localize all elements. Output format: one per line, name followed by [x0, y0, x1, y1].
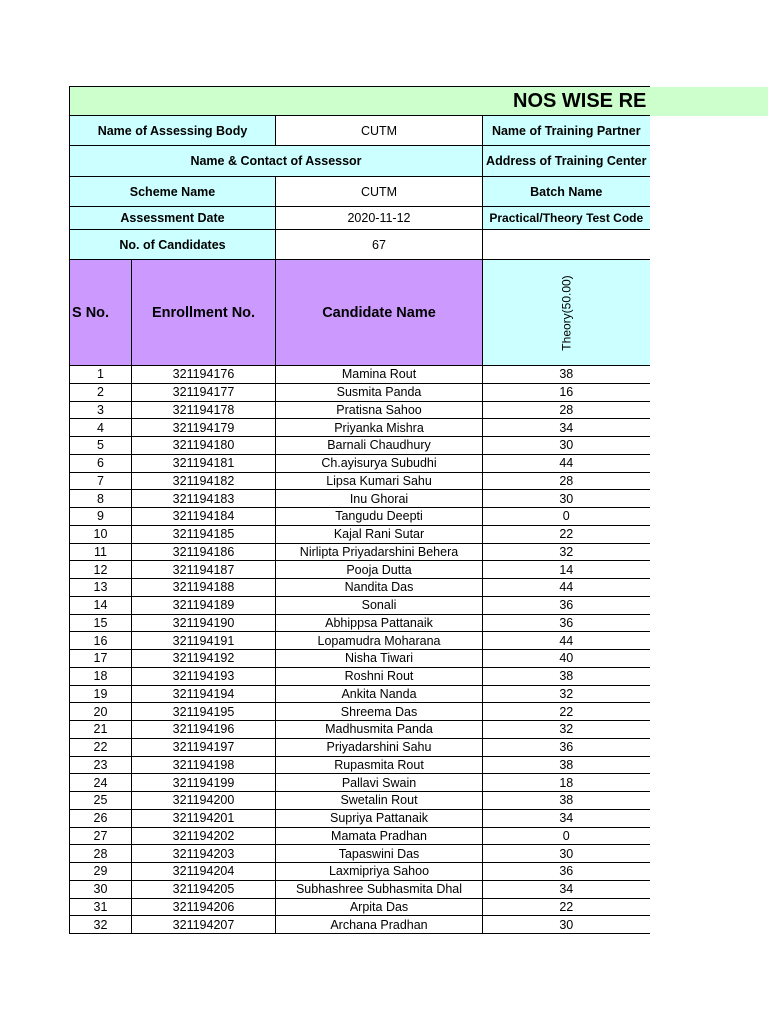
theory-score-cell: 22 [483, 525, 650, 543]
theory-score-cell: 44 [483, 579, 650, 597]
blank-cell [650, 177, 768, 207]
sno-cell: 5 [70, 437, 132, 455]
table-row [70, 916, 768, 934]
theory-score-cell: 18 [483, 774, 650, 792]
theory-score-cell: 22 [483, 898, 650, 916]
assessor-label: Name & Contact of Assessor [70, 146, 483, 177]
theory-score-cell: 30 [483, 490, 650, 508]
enrollment-cell: 321194187 [132, 561, 276, 579]
enrollment-cell: 321194192 [132, 650, 276, 668]
enrollment-cell: 321194180 [132, 437, 276, 455]
date-row [70, 207, 768, 230]
candidate-name-cell: Lipsa Kumari Sahu [276, 472, 483, 490]
candidate-name-cell: Sonali [276, 596, 483, 614]
enrollment-cell: 321194205 [132, 880, 276, 898]
table-row [70, 738, 768, 756]
sno-cell: 23 [70, 756, 132, 774]
sno-cell: 20 [70, 703, 132, 721]
candidate-name-cell: Inu Ghorai [276, 490, 483, 508]
table-row [70, 614, 768, 632]
candidates-count-label: No. of Candidates [70, 230, 276, 260]
enrollment-cell: 321194183 [132, 490, 276, 508]
sno-cell: 26 [70, 809, 132, 827]
enrollment-cell: 321194184 [132, 508, 276, 526]
table-row [70, 774, 768, 792]
enrollment-cell: 321194177 [132, 383, 276, 401]
sno-cell: 29 [70, 863, 132, 881]
blank-cell [650, 880, 768, 898]
title-fill [650, 87, 768, 116]
assessment-date-value: 2020-11-12 [276, 207, 483, 230]
sno-cell: 25 [70, 792, 132, 810]
table-row [70, 419, 768, 437]
blank-cell [650, 543, 768, 561]
theory-score-cell: 34 [483, 419, 650, 437]
candidate-name-cell: Arpita Das [276, 898, 483, 916]
candidate-name-cell: Mamata Pradhan [276, 827, 483, 845]
candidate-name-cell: Laxmipriya Sahoo [276, 863, 483, 881]
sno-cell: 8 [70, 490, 132, 508]
candidate-name-cell: Roshni Rout [276, 667, 483, 685]
enrollment-cell: 321194186 [132, 543, 276, 561]
blank-cell [650, 230, 768, 260]
theory-score-cell: 38 [483, 756, 650, 774]
blank-cell [650, 596, 768, 614]
candidates-row [70, 230, 768, 260]
sno-header: S No. [70, 260, 132, 366]
table-row [70, 525, 768, 543]
enrollment-cell: 321194200 [132, 792, 276, 810]
candidate-name-cell: Nirlipta Priyadarshini Behera [276, 543, 483, 561]
blank-cell [650, 401, 768, 419]
theory-score-cell: 0 [483, 827, 650, 845]
table-row [70, 756, 768, 774]
blank-cell [650, 146, 768, 177]
sno-cell: 19 [70, 685, 132, 703]
enrollment-cell: 321194203 [132, 845, 276, 863]
blank-cell [650, 721, 768, 739]
blank-cell [650, 454, 768, 472]
sno-cell: 3 [70, 401, 132, 419]
theory-score-cell: 40 [483, 650, 650, 668]
address-label: Address of Training Center [483, 146, 650, 177]
table-row [70, 703, 768, 721]
table-row [70, 863, 768, 881]
blank-cell [650, 116, 768, 146]
column-header-row [70, 260, 768, 366]
candidate-name-cell: Tangudu Deepti [276, 508, 483, 526]
enrollment-cell: 321194194 [132, 685, 276, 703]
test-code-label: Practical/Theory Test Code [483, 207, 650, 230]
table-row [70, 366, 768, 384]
sno-cell: 10 [70, 525, 132, 543]
scheme-value: CUTM [276, 177, 483, 207]
blank-cell [650, 614, 768, 632]
enrollment-header: Enrollment No. [132, 260, 276, 366]
assessing-body-label: Name of Assessing Body [70, 116, 276, 146]
assessor-row [70, 146, 768, 177]
theory-score-cell: 28 [483, 401, 650, 419]
table-row [70, 809, 768, 827]
candidate-name-cell: Pallavi Swain [276, 774, 483, 792]
candidate-name-cell: Lopamudra Moharana [276, 632, 483, 650]
candidate-name-header: Candidate Name [276, 260, 483, 366]
candidate-name-cell: Ankita Nanda [276, 685, 483, 703]
blank-cell [650, 383, 768, 401]
enrollment-cell: 321194198 [132, 756, 276, 774]
table-row [70, 827, 768, 845]
blank-cell [650, 561, 768, 579]
table-row [70, 880, 768, 898]
theory-header [483, 260, 650, 366]
candidate-name-cell: Supriya Pattanaik [276, 809, 483, 827]
blank-cell [650, 703, 768, 721]
theory-score-cell: 0 [483, 508, 650, 526]
sno-cell: 9 [70, 508, 132, 526]
theory-score-cell: 34 [483, 880, 650, 898]
enrollment-cell: 321194195 [132, 703, 276, 721]
theory-score-cell: 44 [483, 454, 650, 472]
table-row [70, 490, 768, 508]
enrollment-cell: 321194185 [132, 525, 276, 543]
theory-score-cell: 30 [483, 916, 650, 934]
sno-cell: 6 [70, 454, 132, 472]
assessing-body-row [70, 116, 768, 146]
candidate-name-cell: Subhashree Subhasmita Dhal [276, 880, 483, 898]
table-row [70, 579, 768, 597]
sno-cell: 1 [70, 366, 132, 384]
theory-score-cell: 30 [483, 845, 650, 863]
scheme-row [70, 177, 768, 207]
candidate-name-cell: Swetalin Rout [276, 792, 483, 810]
candidate-name-cell: Madhusmita Panda [276, 721, 483, 739]
sno-cell: 17 [70, 650, 132, 668]
table-row [70, 898, 768, 916]
sno-cell: 16 [70, 632, 132, 650]
sno-cell: 13 [70, 579, 132, 597]
enrollment-cell: 321194196 [132, 721, 276, 739]
sno-cell: 11 [70, 543, 132, 561]
blank-cell [650, 490, 768, 508]
blank-cell [650, 809, 768, 827]
theory-score-cell: 22 [483, 703, 650, 721]
scheme-label: Scheme Name [70, 177, 276, 207]
report-title: NOS WISE RE [70, 87, 650, 116]
enrollment-cell: 321194207 [132, 916, 276, 934]
table-row [70, 472, 768, 490]
sno-cell: 21 [70, 721, 132, 739]
blank-cell [650, 863, 768, 881]
candidate-name-cell: Kajal Rani Sutar [276, 525, 483, 543]
sno-cell: 18 [70, 667, 132, 685]
assessing-body-value: CUTM [276, 116, 483, 146]
blank-cell [650, 685, 768, 703]
theory-score-cell: 32 [483, 721, 650, 739]
table-row [70, 383, 768, 401]
sno-cell: 24 [70, 774, 132, 792]
theory-score-cell: 38 [483, 792, 650, 810]
blank-cell [650, 419, 768, 437]
sno-cell: 15 [70, 614, 132, 632]
enrollment-cell: 321194191 [132, 632, 276, 650]
sno-cell: 31 [70, 898, 132, 916]
enrollment-cell: 321194201 [132, 809, 276, 827]
candidate-name-cell: Rupasmita Rout [276, 756, 483, 774]
table-row [70, 508, 768, 526]
table-row [70, 667, 768, 685]
table-row [70, 561, 768, 579]
candidate-name-cell: Priyadarshini Sahu [276, 738, 483, 756]
table-row [70, 632, 768, 650]
nos-report-sheet [69, 86, 768, 934]
table-row [70, 437, 768, 455]
enrollment-cell: 321194176 [132, 366, 276, 384]
blank-cell [650, 916, 768, 934]
theory-score-cell: 32 [483, 543, 650, 561]
theory-score-cell: 38 [483, 366, 650, 384]
blank-cell [650, 738, 768, 756]
enrollment-cell: 321194206 [132, 898, 276, 916]
blank-cell [650, 667, 768, 685]
candidate-name-cell: Nisha Tiwari [276, 650, 483, 668]
sno-cell: 2 [70, 383, 132, 401]
blank-cell [650, 472, 768, 490]
theory-score-cell: 14 [483, 561, 650, 579]
test-code-value [483, 230, 650, 260]
enrollment-cell: 321194178 [132, 401, 276, 419]
sno-cell: 4 [70, 419, 132, 437]
blank-cell [650, 756, 768, 774]
table-row [70, 650, 768, 668]
candidate-name-cell: Shreema Das [276, 703, 483, 721]
blank-cell [650, 437, 768, 455]
blank-cell [650, 650, 768, 668]
sno-cell: 30 [70, 880, 132, 898]
sno-cell: 14 [70, 596, 132, 614]
candidate-name-cell: Ch.ayisurya Subudhi [276, 454, 483, 472]
theory-score-cell: 36 [483, 863, 650, 881]
theory-score-cell: 36 [483, 614, 650, 632]
enrollment-cell: 321194193 [132, 667, 276, 685]
enrollment-cell: 321194204 [132, 863, 276, 881]
sno-cell: 12 [70, 561, 132, 579]
candidate-name-cell: Pratisna Sahoo [276, 401, 483, 419]
assessment-date-label: Assessment Date [70, 207, 276, 230]
sno-cell: 27 [70, 827, 132, 845]
blank-cell [650, 774, 768, 792]
theory-score-cell: 36 [483, 738, 650, 756]
candidates-count-value: 67 [276, 230, 483, 260]
theory-score-cell: 30 [483, 437, 650, 455]
theory-score-cell: 36 [483, 596, 650, 614]
table-row [70, 543, 768, 561]
theory-score-cell: 16 [483, 383, 650, 401]
enrollment-cell: 321194189 [132, 596, 276, 614]
enrollment-cell: 321194182 [132, 472, 276, 490]
enrollment-cell: 321194179 [132, 419, 276, 437]
table-row [70, 401, 768, 419]
blank-cell [650, 792, 768, 810]
candidate-name-cell: Pooja Dutta [276, 561, 483, 579]
enrollment-cell: 321194188 [132, 579, 276, 597]
batch-label: Batch Name [483, 177, 650, 207]
table-row [70, 454, 768, 472]
blank-cell [650, 845, 768, 863]
theory-score-cell: 34 [483, 809, 650, 827]
table-row [70, 685, 768, 703]
blank-cell [650, 260, 768, 366]
enrollment-cell: 321194202 [132, 827, 276, 845]
blank-cell [650, 579, 768, 597]
table-row [70, 596, 768, 614]
enrollment-cell: 321194199 [132, 774, 276, 792]
blank-cell [650, 366, 768, 384]
blank-cell [650, 827, 768, 845]
blank-cell [650, 525, 768, 543]
candidate-name-cell: Archana Pradhan [276, 916, 483, 934]
sno-cell: 7 [70, 472, 132, 490]
theory-score-cell: 38 [483, 667, 650, 685]
theory-score-cell: 32 [483, 685, 650, 703]
table-row [70, 845, 768, 863]
theory-header-label: Theory(50.00) [559, 274, 574, 351]
blank-cell [650, 632, 768, 650]
sno-cell: 28 [70, 845, 132, 863]
enrollment-cell: 321194190 [132, 614, 276, 632]
candidate-name-cell: Susmita Panda [276, 383, 483, 401]
blank-cell [650, 508, 768, 526]
theory-score-cell: 28 [483, 472, 650, 490]
candidate-name-cell: Mamina Rout [276, 366, 483, 384]
blank-cell [650, 898, 768, 916]
candidate-name-cell: Abhippsa Pattanaik [276, 614, 483, 632]
candidate-name-cell: Barnali Chaudhury [276, 437, 483, 455]
candidate-name-cell: Nandita Das [276, 579, 483, 597]
candidate-name-cell: Tapaswini Das [276, 845, 483, 863]
training-partner-label: Name of Training Partner [483, 116, 650, 146]
sno-cell: 32 [70, 916, 132, 934]
table-row [70, 792, 768, 810]
title-row [70, 87, 768, 116]
enrollment-cell: 321194197 [132, 738, 276, 756]
enrollment-cell: 321194181 [132, 454, 276, 472]
blank-cell [650, 207, 768, 230]
theory-score-cell: 44 [483, 632, 650, 650]
candidate-name-cell: Priyanka Mishra [276, 419, 483, 437]
sno-cell: 22 [70, 738, 132, 756]
table-row [70, 721, 768, 739]
